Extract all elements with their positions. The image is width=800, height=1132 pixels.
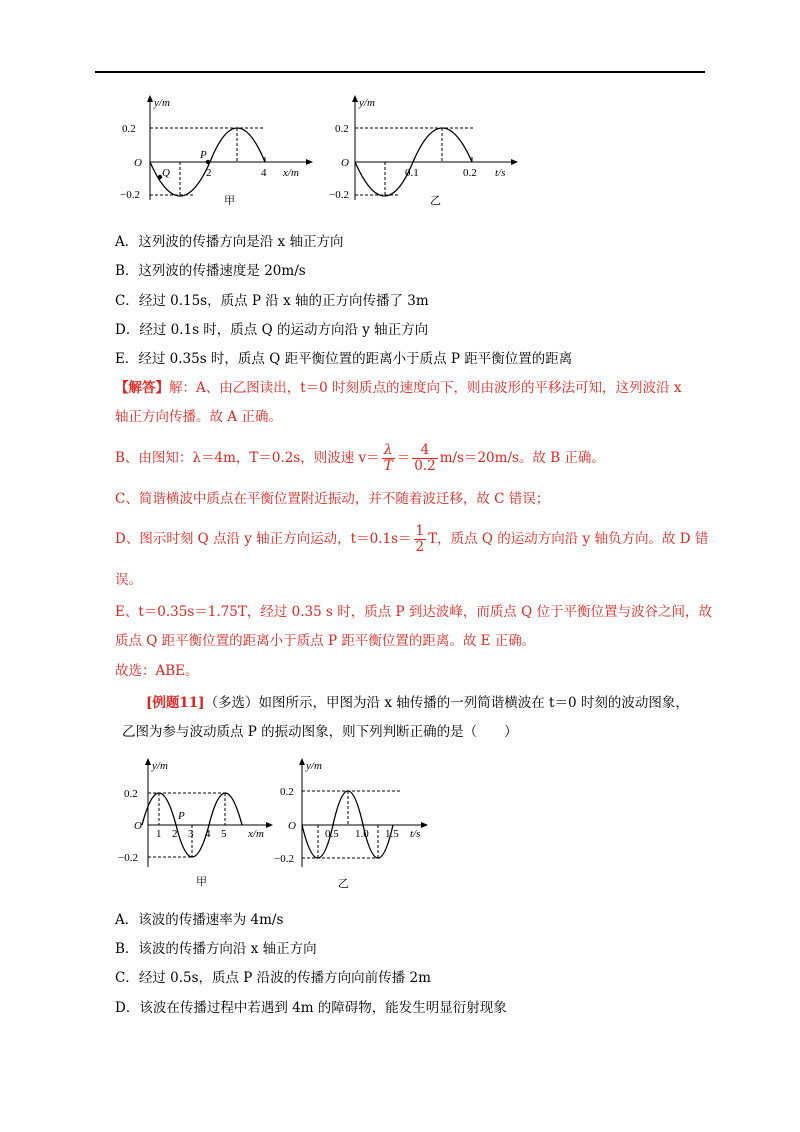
q2-option-d: D．该波在传播过程中若遇到 4m 的障碍物，能发生明显衍射现象 (115, 1000, 507, 1016)
y-axis-label: y/m (152, 760, 168, 772)
origin-label: O (341, 157, 349, 169)
y-axis-label: y/m (306, 760, 322, 772)
q2-stem-line2: 乙图为参与波动质点 P 的振动图象，则下列判断正确的是（ ） (122, 724, 518, 740)
x-axis-label: x/m (283, 167, 299, 179)
tick-2: 2 (172, 828, 178, 840)
answer-b-eq: ＝ (396, 450, 411, 466)
tick-0.5: 0.5 (325, 828, 339, 840)
q1-option-d: D．经过 0.1s 时，质点 Q 的运动方向沿 y 轴正方向 (115, 322, 429, 338)
y-top-label: 0.2 (124, 788, 138, 800)
answer-b-pre: B、由图知：λ＝4m，T＝0.2s，则波速 v＝ (115, 450, 380, 466)
origin-label: O (134, 820, 142, 832)
q1-option-b: B．这列波的传播速度是 20m/s (115, 263, 306, 279)
point-p-label: P (200, 149, 207, 161)
answer-d-line2: 误。 (115, 572, 142, 588)
tick-3: 3 (188, 828, 194, 840)
tick-0.2: 0.2 (463, 167, 477, 179)
y-bottom-label: −0.2 (118, 852, 138, 864)
t-axis-label: t/s (410, 828, 421, 840)
answer-a-text: 解：A、由乙图读出，t＝0 时刻质点的速度向下，则由波形的平移法可知，这列波沿 x (169, 380, 682, 396)
q2-stem-text: （多选）如图所示，甲图为沿 x 轴传播的一列简谐横波在 t＝0 时刻的波动图象， (204, 695, 689, 711)
wave-graph-jia-2 (120, 755, 280, 895)
answer-a-line1 (115, 378, 681, 398)
frac-num: 4 (412, 443, 437, 459)
q2-option-c: C．经过 0.5s，质点 P 沿波的传播方向向前传播 2m (115, 970, 431, 986)
fraction-1-2 (414, 524, 427, 555)
frac-den: 2 (415, 539, 425, 555)
tick-4: 4 (261, 167, 267, 179)
answer-e-line1: E、t＝0.35s＝1.75T，经过 0.35 s 时，质点 P 到达波峰，而质点 Q 位于平衡位置与波谷之间，故 (115, 604, 713, 620)
y-top-label: 0.2 (335, 123, 349, 135)
caption-yi: 乙 (430, 195, 441, 207)
frac-den: 0.2 (414, 458, 436, 474)
fraction-4-0.2 (412, 443, 437, 474)
wave-graph-jia-1 (120, 92, 320, 217)
origin-label: O (288, 820, 296, 832)
q2-option-b: B．该波的传播方向沿 x 轴正方向 (115, 941, 317, 957)
y-bottom-label: −0.2 (329, 189, 349, 201)
y-top-label: 0.2 (122, 123, 136, 135)
answer-e-line2: 质点 Q 距平衡位置的距离小于质点 P 距平衡位置的距离。故 E 正确。 (115, 633, 536, 649)
fraction-lambda-t (382, 443, 395, 474)
tick-1: 1 (156, 828, 162, 840)
y-axis-label: y/m (154, 97, 170, 109)
tick-4: 4 (205, 828, 211, 840)
y-bottom-label: −0.2 (120, 189, 140, 201)
tick-2: 2 (206, 167, 212, 179)
answer-d-line (115, 524, 708, 555)
tick-1.0: 1.0 (355, 828, 369, 840)
q1-option-c: C．经过 0.15s，质点 P 沿 x 轴的正方向传播了 3m (115, 293, 429, 309)
frac-num: λ (382, 443, 395, 459)
caption-yi: 乙 (338, 878, 349, 890)
example-label: [例题11] (146, 695, 205, 711)
caption-jia: 甲 (196, 876, 207, 888)
answer-b-line (115, 443, 605, 474)
point-q-label: Q (162, 167, 170, 179)
point-p-label: P (178, 810, 185, 822)
tick-1.5: 1.5 (385, 828, 399, 840)
answer-b-post: m/s＝20m/s。故 B 正确。 (439, 450, 605, 466)
vibration-graph-yi-2 (274, 755, 440, 895)
answer-tag: 【解答】 (115, 380, 169, 396)
frac-num: 1 (415, 523, 425, 539)
answer-final: 故选：ABE。 (115, 663, 199, 679)
tick-0.1: 0.1 (405, 167, 419, 179)
q2-stem-line1 (146, 693, 689, 713)
y-top-label: 0.2 (280, 786, 294, 798)
header-rule (95, 71, 705, 73)
answer-d-post: T，质点 Q 的运动方向沿 y 轴负方向。故 D 错 (428, 531, 709, 547)
y-bottom-label: −0.2 (274, 853, 294, 865)
caption-jia: 甲 (224, 195, 235, 207)
answer-d-pre: D、图示时刻 Q 点沿 y 轴正方向运动，t＝0.1s＝ (115, 531, 412, 547)
x-axis-label: x/m (248, 828, 264, 840)
origin-label: O (134, 157, 142, 169)
vibration-graph-yi-1 (329, 92, 535, 217)
answer-c-line: C、简谐横波中质点在平衡位置附近振动，并不随着波迁移，故 C 错误； (115, 491, 550, 507)
frac-den: T (383, 458, 393, 474)
y-axis-label: y/m (359, 97, 375, 109)
answer-a-line2: 轴正方向传播。故 A 正确。 (115, 409, 282, 425)
q2-option-a: A．该波的传播速率为 4m/s (115, 912, 284, 928)
q1-option-a: A．这列波的传播方向是沿 x 轴正方向 (115, 234, 344, 250)
tick-5: 5 (221, 828, 227, 840)
t-axis-label: t/s (495, 167, 506, 179)
q1-option-e: E．经过 0.35s 时，质点 Q 距平衡位置的距离小于质点 P 距平衡位置的距离 (115, 351, 573, 367)
